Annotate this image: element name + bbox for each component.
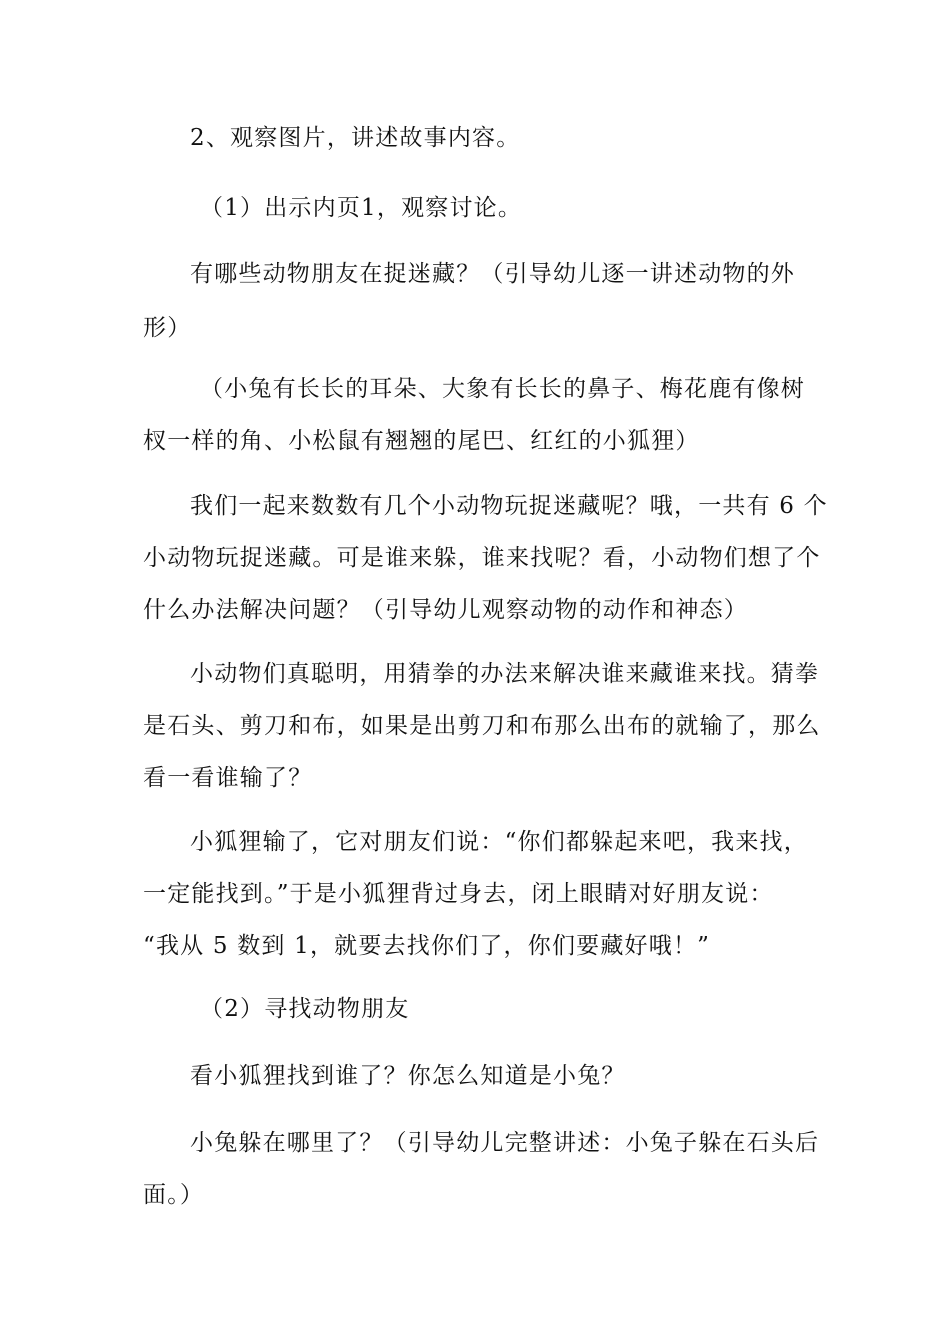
paragraph-line: 小动物玩捉迷藏。可是谁来躲，谁来找呢？看，小动物们想了个 <box>143 545 821 571</box>
paragraph-line: 面。） <box>143 1182 205 1208</box>
paragraph-line: “我从 5 数到 1，就要去找你们了，你们要藏好哦！” <box>143 933 711 959</box>
paragraph-line: 小狐狸输了，它对朋友们说：“你们都躲起来吧，我来找， <box>190 829 808 855</box>
paragraph-line: 是石头、剪刀和布，如果是出剪刀和布那么出布的就输了，那么 <box>143 713 821 739</box>
paragraph-line: 形） <box>143 315 192 341</box>
paragraph-line: 看一看谁输了？ <box>143 765 313 791</box>
subsection-heading: （1）出示内页1，观察讨论。 <box>200 195 523 221</box>
paragraph-line: 我们一起来数数有几个小动物玩捉迷藏呢？哦，一共有 6 个 <box>190 493 828 519</box>
paragraph-line: 杈一样的角、小松鼠有翘翘的尾巴、红红的小狐狸） <box>143 428 700 454</box>
paragraph-line: 小动物们真聪明，用猜拳的办法来解决谁来藏谁来找。猜拳 <box>190 661 820 687</box>
subsection-heading: （2）寻找动物朋友 <box>200 996 410 1022</box>
paragraph-line: 什么办法解决问题？（引导幼儿观察动物的动作和神态） <box>143 597 748 623</box>
paragraph-line: 看小狐狸找到谁了？你怎么知道是小兔？ <box>190 1063 626 1089</box>
paragraph-line: 小兔躲在哪里了？（引导幼儿完整讲述：小兔子躲在石头后 <box>190 1130 820 1156</box>
paragraph-line: （小兔有长长的耳朵、大象有长长的鼻子、梅花鹿有像树 <box>200 376 805 402</box>
paragraph-line: 一定能找到。”于是小狐狸背过身去，闭上眼睛对好朋友说： <box>143 881 774 907</box>
paragraph-line: 有哪些动物朋友在捉迷藏？（引导幼儿逐一讲述动物的外 <box>190 261 795 287</box>
section-heading: 2、观察图片，讲述故事内容。 <box>190 125 521 151</box>
